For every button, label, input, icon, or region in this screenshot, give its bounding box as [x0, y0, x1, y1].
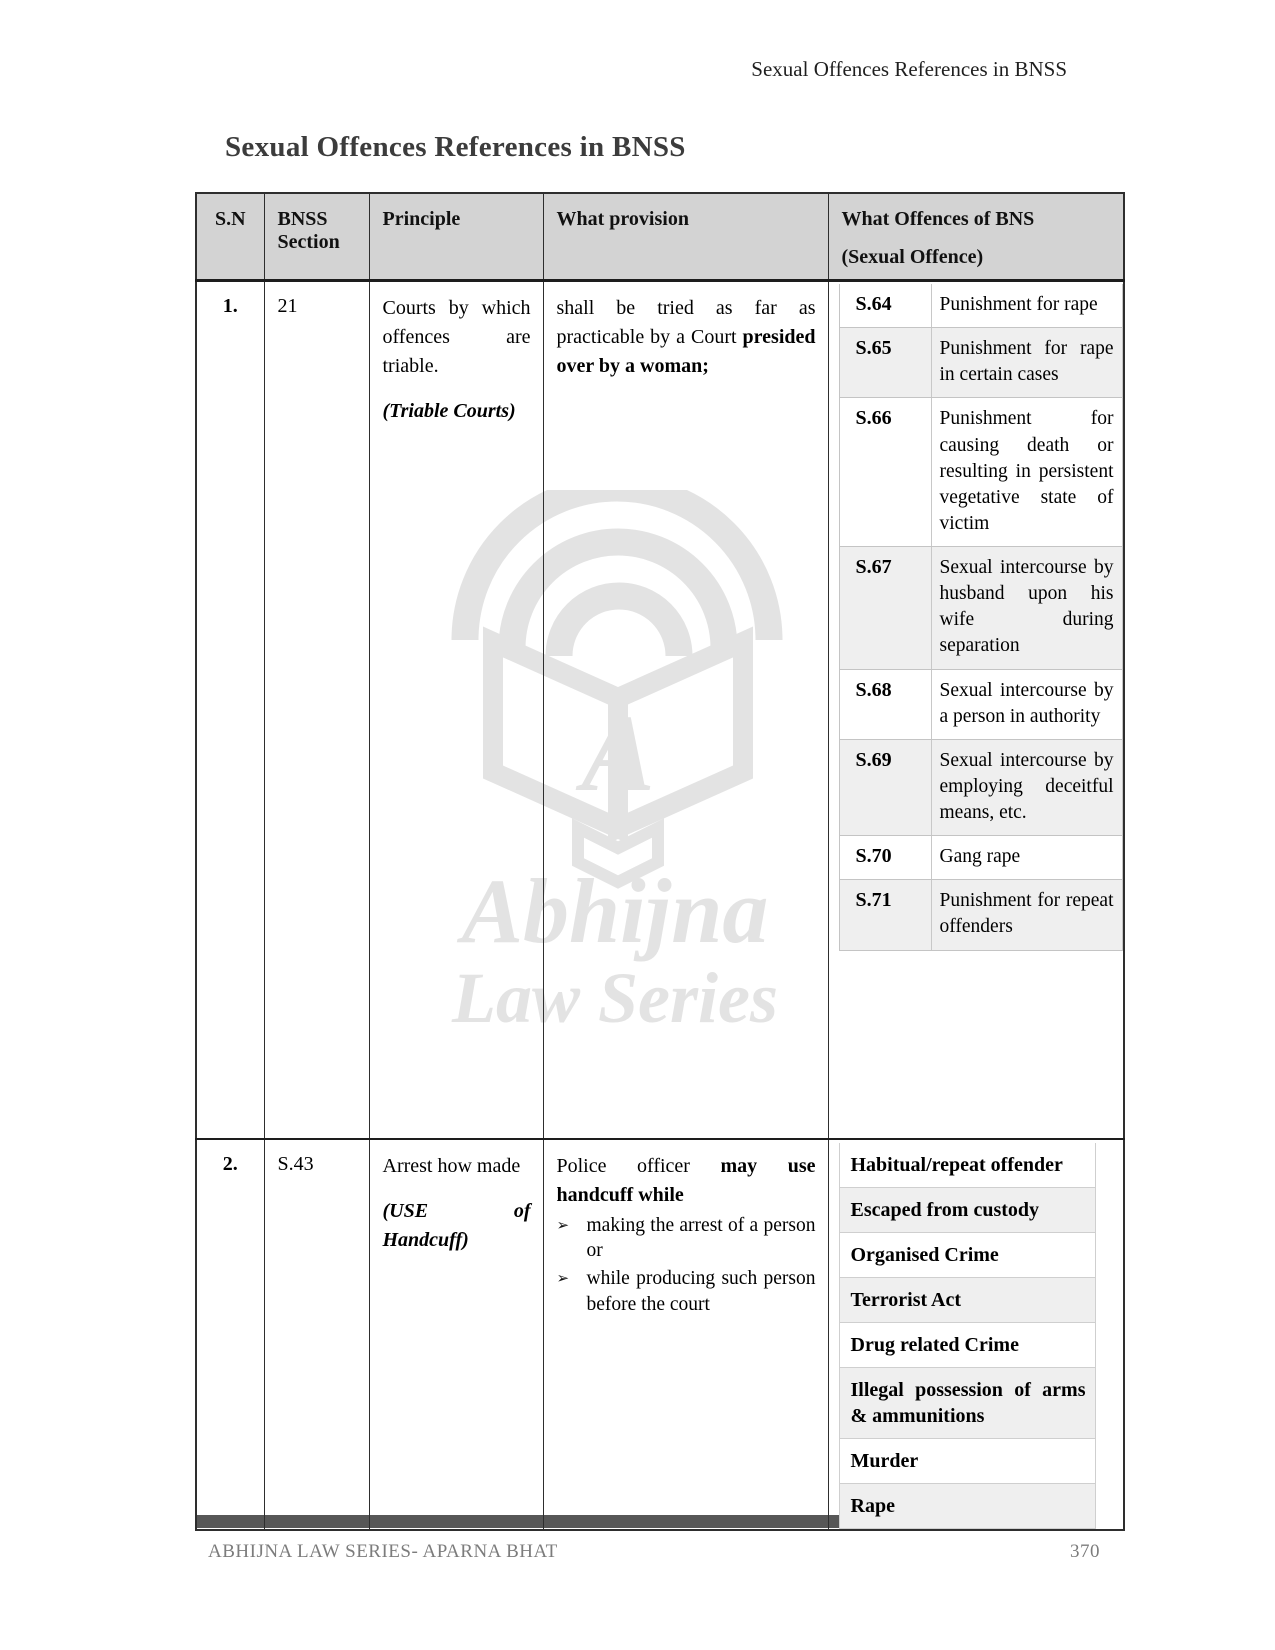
row1-provision	[543, 281, 828, 1139]
row2-serial: 2.	[196, 1139, 264, 1530]
bullet-item	[557, 1266, 816, 1317]
offence-description: Punishment for rape in certain cases	[939, 338, 1114, 386]
column-header-offences-line1: What Offences of BNS	[841, 208, 1035, 230]
page-footer	[208, 1541, 1100, 1563]
offence-category-item: Illegal possession of arms & ammunitions	[840, 1368, 1095, 1439]
row2-provision-bullets	[557, 1213, 816, 1317]
bullet-item	[557, 1213, 816, 1264]
row1-bnss-section: 21	[264, 281, 369, 1139]
offence-category-item: Murder	[840, 1439, 1095, 1484]
column-header-principle: Principle	[369, 193, 543, 281]
offence-category-item: Terrorist Act	[840, 1278, 1095, 1323]
row1-principle-text: Courts by which offences are triable.	[382, 297, 531, 377]
offence-code: S.68	[840, 670, 932, 739]
watermark-word-2: Law Series	[451, 958, 779, 1035]
row2-principle	[369, 1139, 543, 1530]
row1-provision-text	[557, 294, 816, 381]
offence-code: S.69	[840, 740, 932, 835]
offence-category-item: Habitual/repeat offender	[840, 1143, 1095, 1188]
footer-series-label: ABHIJNA LAW SERIES- APARNA BHAT	[208, 1541, 558, 1562]
row2-provision-normal: Police officer	[556, 1154, 721, 1177]
watermark-word-1: Abhijna	[461, 860, 769, 962]
row2-bnss-section: S.43	[264, 1139, 369, 1530]
offences-reference-table	[195, 192, 1125, 1531]
offence-description: Sexual intercourse by husband upon his wife during separation	[939, 557, 1114, 657]
row1-provision-bold: presided over by a woman;	[556, 326, 816, 377]
offence-code: S.70	[840, 836, 932, 879]
offence-description: Gang rape	[939, 846, 1021, 868]
offences-subtable	[839, 284, 1123, 951]
offence-category-item: Escaped from custody	[840, 1188, 1095, 1233]
offence-category-list	[839, 1143, 1096, 1529]
offence-code: S.65	[840, 328, 932, 397]
offence-row	[840, 328, 1122, 398]
footer-page-number: 370	[1070, 1541, 1100, 1562]
table-row	[196, 1139, 1124, 1530]
offence-description: Sexual intercourse by employing deceitful means, etc.	[939, 749, 1114, 823]
column-header-offences-line2: (Sexual Offence)	[841, 246, 984, 268]
row2-principle-text: Arrest how made	[382, 1154, 521, 1177]
offence-category-item: Drug related Crime	[840, 1323, 1095, 1368]
row2-provision-bold: may use handcuff while	[556, 1154, 816, 1206]
offence-row	[840, 880, 1122, 950]
offence-description: Sexual intercourse by a person in authority	[939, 679, 1114, 727]
arrowhead-bullet-icon: ➢	[556, 1269, 570, 1288]
running-header: Sexual Offences References in BNSS	[751, 57, 1067, 81]
column-header-bnss-section: BNSS Section	[264, 193, 369, 281]
offence-description: Punishment for repeat offenders	[939, 890, 1114, 938]
row1-principle	[369, 281, 543, 1139]
bullet-text: while producing such person before the court	[586, 1268, 816, 1315]
page-title: Sexual Offences References in BNSS	[225, 131, 686, 163]
arrowhead-bullet-icon: ➢	[556, 1215, 570, 1234]
offence-code: S.64	[840, 284, 932, 327]
offence-code: S.66	[840, 398, 932, 546]
offence-row	[840, 284, 1122, 328]
offence-row	[840, 670, 1122, 740]
row2-provision	[543, 1139, 828, 1530]
row2-offence-categories-cell	[828, 1139, 1124, 1530]
offence-description: Punishment for causing death or resulting in persistent vegetative state of victim	[939, 408, 1114, 534]
bullet-text: making the arrest of a person or	[586, 1214, 816, 1261]
offence-code: S.67	[840, 547, 932, 669]
row1-offences-cell	[828, 281, 1124, 1139]
offence-row	[840, 547, 1122, 670]
row1-principle-note: (Triable Courts)	[382, 400, 516, 422]
row2-provision-text	[557, 1152, 816, 1210]
row1-provision-normal: shall be tried as far as practicable by a Court	[556, 297, 816, 348]
offence-category-item: Organised Crime	[840, 1233, 1095, 1278]
column-header-offences	[828, 193, 1124, 281]
offence-row	[840, 398, 1122, 547]
offence-row	[840, 836, 1122, 880]
column-header-provision: What provision	[543, 193, 828, 281]
row2-principle-note: (USE of Handcuff)	[382, 1199, 531, 1251]
offence-description: Punishment for rape	[939, 294, 1098, 315]
table-header-row	[196, 193, 1124, 281]
offence-code: S.71	[840, 880, 932, 949]
row1-serial: 1.	[196, 281, 264, 1139]
table-row	[196, 281, 1124, 1139]
offence-category-item: Rape	[840, 1484, 1095, 1529]
watermark-letter: A	[581, 692, 655, 814]
column-header-sn: S.N	[196, 193, 264, 281]
offence-row	[840, 740, 1122, 836]
